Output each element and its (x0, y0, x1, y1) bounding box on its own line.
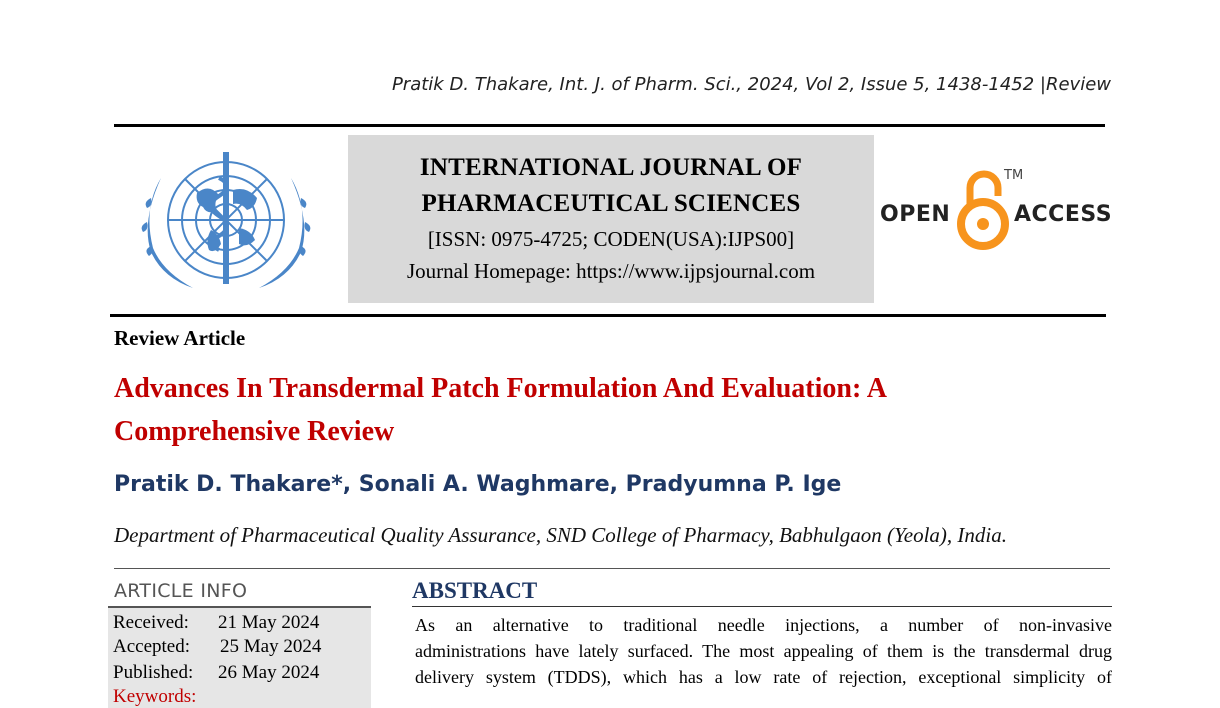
received-label: Received: (113, 612, 189, 633)
journal-title-box (348, 135, 874, 303)
published-date: 26 May 2024 (218, 662, 320, 683)
open-access-right-text: ACCESS (1014, 202, 1113, 227)
abstract-line: administrations have lately surfaced. The most appealing of them is the transdermal drug (415, 641, 1112, 661)
accepted-label: Accepted: (113, 636, 191, 657)
article-title (114, 367, 1074, 453)
journal-issn: [ISSN: 0975-4725; CODEN(USA):IJPS00] (427, 227, 795, 251)
accepted-date: 25 May 2024 (220, 636, 322, 657)
article-info-heading: ARTICLE INFO (114, 580, 248, 602)
running-header-citation: Pratik D. Thakare, Int. J. of Pharm. Sci., 2024, Vol 2, Issue 5, 1438-1452 |Review (391, 74, 1111, 95)
published-label: Published: (113, 662, 194, 683)
received-row (113, 612, 320, 634)
journal-emblem-logo (127, 138, 325, 306)
open-access-left-text: OPEN (880, 202, 951, 227)
open-access-logo (880, 166, 1113, 256)
abstract-line: As an alternative to traditional needle injections, a number of non-invasive (415, 615, 1112, 635)
article-affiliation: Department of Pharmaceutical Quality Assurance, SND College of Pharmacy, Babhulgaon (Yeola), India. (114, 523, 1007, 547)
journal-title-line1: INTERNATIONAL JOURNAL OF (419, 154, 803, 181)
header-bottom-rule (110, 314, 1106, 317)
abstract-line: delivery system (TDDS), which has a low rate of rejection, exceptional simplicity of (415, 667, 1112, 687)
abstract-heading-rule (412, 606, 1112, 607)
published-row (113, 662, 320, 684)
article-title-line2: Comprehensive Review (114, 416, 395, 447)
article-type: Review Article (114, 326, 246, 350)
emblem-icon (127, 138, 325, 306)
trademark-symbol: TM (1004, 168, 1024, 183)
article-info-box (108, 606, 371, 708)
abstract-heading: ABSTRACT (412, 578, 538, 603)
affiliation-separator (114, 568, 1110, 569)
keywords-label: Keywords: (113, 686, 197, 707)
journal-title-line2: PHARMACEUTICAL SCIENCES (421, 190, 801, 217)
abstract-body (415, 612, 1112, 690)
article-authors: Pratik D. Thakare*, Sonali A. Waghmare, Pradyumna P. Ige (114, 472, 842, 497)
article-title-line1: Advances In Transdermal Patch Formulation And Evaluation: A (114, 373, 887, 404)
top-rule (114, 124, 1105, 127)
received-date: 21 May 2024 (218, 612, 320, 633)
journal-homepage: Journal Homepage: https://www.ijpsjournal.com (406, 259, 816, 283)
accepted-row (113, 636, 322, 658)
